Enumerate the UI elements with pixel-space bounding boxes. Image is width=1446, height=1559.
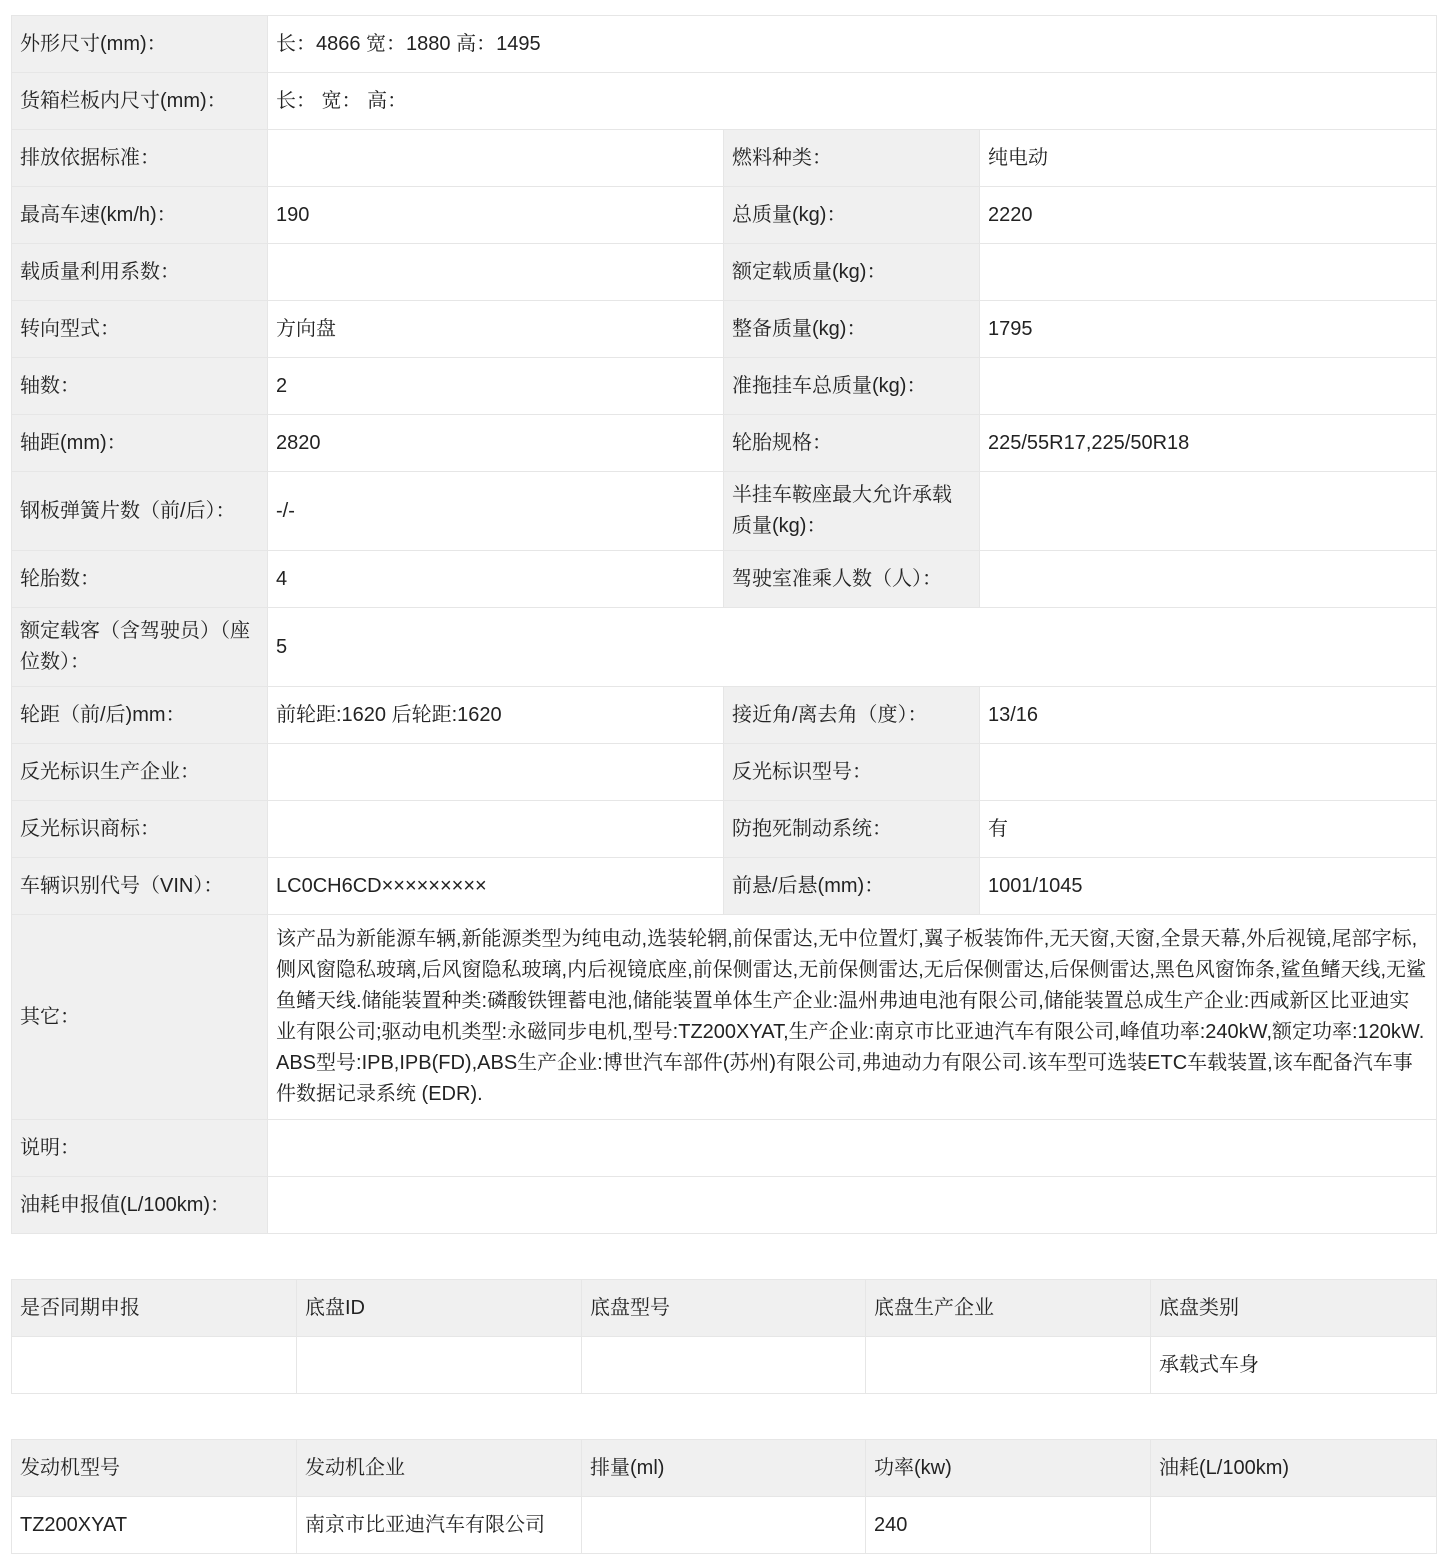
chassis-value: 承载式车身 bbox=[1151, 1337, 1437, 1394]
spec-label: 反光标识商标： bbox=[12, 801, 268, 858]
spec-label: 总质量(kg)： bbox=[724, 187, 980, 244]
chassis-value-row bbox=[12, 1337, 1437, 1394]
chassis-table bbox=[11, 1279, 1437, 1394]
spec-value: 2220 bbox=[980, 187, 1437, 244]
spec-value: 长：4866 宽：1880 高：1495 bbox=[268, 16, 1437, 73]
spec-label: 轮胎数： bbox=[12, 551, 268, 608]
spec-label: 轮距（前/后)mm： bbox=[12, 687, 268, 744]
spec-label: 最高车速(km/h)： bbox=[12, 187, 268, 244]
spec-value bbox=[980, 358, 1437, 415]
spec-value: LC0CH6CD××××××××× bbox=[268, 858, 724, 915]
spec-row-cargo-box bbox=[12, 73, 1437, 130]
spec-label: 燃料种类： bbox=[724, 130, 980, 187]
spec-value: 该产品为新能源车辆,新能源类型为纯电动,选装轮辋,前保雷达,无中位置灯,翼子板装饰件,无天窗,天窗,全景天幕,外后视镜,尾部字标,侧风窗隐私玻璃,后风窗隐私玻璃,内后视镜底座,前保侧雷达,无前保侧雷达,无后保侧雷达,后保侧雷达,黑色风窗饰条,鲨鱼鳍天线,无鲨鱼鳍天线.储能装置种类:磷酸铁锂蓄电池,储能装置单体生产企业:温州弗迪电池有限公司,储能装置总成生产企业:西咸新区比亚迪实业有限公司;驱动电机类型:永磁同步电机,型号:TZ200XYAT,生产企业:南京市比亚迪汽车有限公司,峰值功率:240kW,额定功率:120kW.ABS型号:IPB,IPB(FD),ABS生产企业:博世汽车部件(苏州)有限公司,弗迪动力有限公司.该车型可选装ETC车载装置,该车配备汽车事件数据记录系统 (EDR). bbox=[268, 915, 1437, 1120]
spec-label: 货箱栏板内尺寸(mm)： bbox=[12, 73, 268, 130]
spec-label: 接近角/离去角（度）： bbox=[724, 687, 980, 744]
chassis-header-row bbox=[12, 1280, 1437, 1337]
spec-value bbox=[268, 1177, 1437, 1234]
chassis-header: 底盘类别 bbox=[1151, 1280, 1437, 1337]
spec-row bbox=[12, 687, 1437, 744]
spec-value: 2 bbox=[268, 358, 724, 415]
spec-row bbox=[12, 472, 1437, 551]
engine-table bbox=[11, 1439, 1437, 1554]
spec-value: 1001/1045 bbox=[980, 858, 1437, 915]
spec-label: 油耗申报值(L/100km)： bbox=[12, 1177, 268, 1234]
spec-label: 防抱死制动系统： bbox=[724, 801, 980, 858]
engine-value: TZ200XYAT bbox=[12, 1497, 297, 1554]
spec-label: 反光标识型号： bbox=[724, 744, 980, 801]
spec-value bbox=[980, 744, 1437, 801]
chassis-header: 是否同期申报 bbox=[12, 1280, 297, 1337]
spec-row bbox=[12, 244, 1437, 301]
spec-label: 反光标识生产企业： bbox=[12, 744, 268, 801]
spec-value bbox=[268, 244, 724, 301]
engine-value: 南京市比亚迪汽车有限公司 bbox=[297, 1497, 582, 1554]
spec-label: 轴距(mm)： bbox=[12, 415, 268, 472]
spec-label: 额定载客（含驾驶员）（座位数）： bbox=[12, 608, 268, 687]
engine-header-row bbox=[12, 1440, 1437, 1497]
engine-header: 功率(kw) bbox=[866, 1440, 1151, 1497]
spec-label: 其它： bbox=[12, 915, 268, 1120]
chassis-header: 底盘生产企业 bbox=[866, 1280, 1151, 1337]
spec-label: 半挂车鞍座最大允许承载质量(kg)： bbox=[724, 472, 980, 551]
spec-value: 长： 宽： 高： bbox=[268, 73, 1437, 130]
spec-value: 5 bbox=[268, 608, 1437, 687]
engine-value: 240 bbox=[866, 1497, 1151, 1554]
spec-row bbox=[12, 858, 1437, 915]
spec-label: 载质量利用系数： bbox=[12, 244, 268, 301]
spec-value: 13/16 bbox=[980, 687, 1437, 744]
spec-row bbox=[12, 801, 1437, 858]
engine-value bbox=[1151, 1497, 1437, 1554]
spec-label: 驾驶室准乘人数（人）： bbox=[724, 551, 980, 608]
spec-row bbox=[12, 551, 1437, 608]
spec-row-passengers bbox=[12, 608, 1437, 687]
chassis-value bbox=[582, 1337, 866, 1394]
spec-value: 1795 bbox=[980, 301, 1437, 358]
spec-label: 钢板弹簧片数（前/后）： bbox=[12, 472, 268, 551]
spec-label: 轴数： bbox=[12, 358, 268, 415]
spec-label: 整备质量(kg)： bbox=[724, 301, 980, 358]
spec-value bbox=[268, 801, 724, 858]
spec-row-note bbox=[12, 1120, 1437, 1177]
spec-row-other bbox=[12, 915, 1437, 1120]
spec-value bbox=[980, 472, 1437, 551]
spec-label: 外形尺寸(mm)： bbox=[12, 16, 268, 73]
spec-value: -/- bbox=[268, 472, 724, 551]
engine-header: 油耗(L/100km) bbox=[1151, 1440, 1437, 1497]
spec-row bbox=[12, 358, 1437, 415]
spec-row bbox=[12, 744, 1437, 801]
spec-label: 车辆识别代号（VIN）： bbox=[12, 858, 268, 915]
spec-value: 4 bbox=[268, 551, 724, 608]
spec-row-dimensions bbox=[12, 16, 1437, 73]
vehicle-spec-body bbox=[12, 16, 1437, 1234]
spec-label: 排放依据标准： bbox=[12, 130, 268, 187]
chassis-header: 底盘ID bbox=[297, 1280, 582, 1337]
spec-label: 前悬/后悬(mm)： bbox=[724, 858, 980, 915]
engine-value bbox=[582, 1497, 866, 1554]
spec-value bbox=[268, 1120, 1437, 1177]
chassis-header: 底盘型号 bbox=[582, 1280, 866, 1337]
chassis-value bbox=[297, 1337, 582, 1394]
chassis-value bbox=[866, 1337, 1151, 1394]
spec-row bbox=[12, 301, 1437, 358]
spec-row-fuel bbox=[12, 1177, 1437, 1234]
spec-label: 轮胎规格： bbox=[724, 415, 980, 472]
spec-value bbox=[268, 744, 724, 801]
spec-row bbox=[12, 130, 1437, 187]
spec-label: 转向型式： bbox=[12, 301, 268, 358]
spec-value: 前轮距:1620 后轮距:1620 bbox=[268, 687, 724, 744]
spec-label: 准拖挂车总质量(kg)： bbox=[724, 358, 980, 415]
spec-value bbox=[268, 130, 724, 187]
spec-value bbox=[980, 244, 1437, 301]
spec-value: 有 bbox=[980, 801, 1437, 858]
spec-row bbox=[12, 187, 1437, 244]
spec-value: 225/55R17,225/50R18 bbox=[980, 415, 1437, 472]
spec-value: 纯电动 bbox=[980, 130, 1437, 187]
spec-label: 额定载质量(kg)： bbox=[724, 244, 980, 301]
spec-value: 2820 bbox=[268, 415, 724, 472]
spec-label: 说明： bbox=[12, 1120, 268, 1177]
engine-value-row bbox=[12, 1497, 1437, 1554]
spec-value: 190 bbox=[268, 187, 724, 244]
engine-header: 发动机企业 bbox=[297, 1440, 582, 1497]
spec-value bbox=[980, 551, 1437, 608]
engine-header: 发动机型号 bbox=[12, 1440, 297, 1497]
spec-value: 方向盘 bbox=[268, 301, 724, 358]
spec-row bbox=[12, 415, 1437, 472]
chassis-value bbox=[12, 1337, 297, 1394]
engine-header: 排量(ml) bbox=[582, 1440, 866, 1497]
vehicle-spec-table bbox=[11, 15, 1437, 1234]
